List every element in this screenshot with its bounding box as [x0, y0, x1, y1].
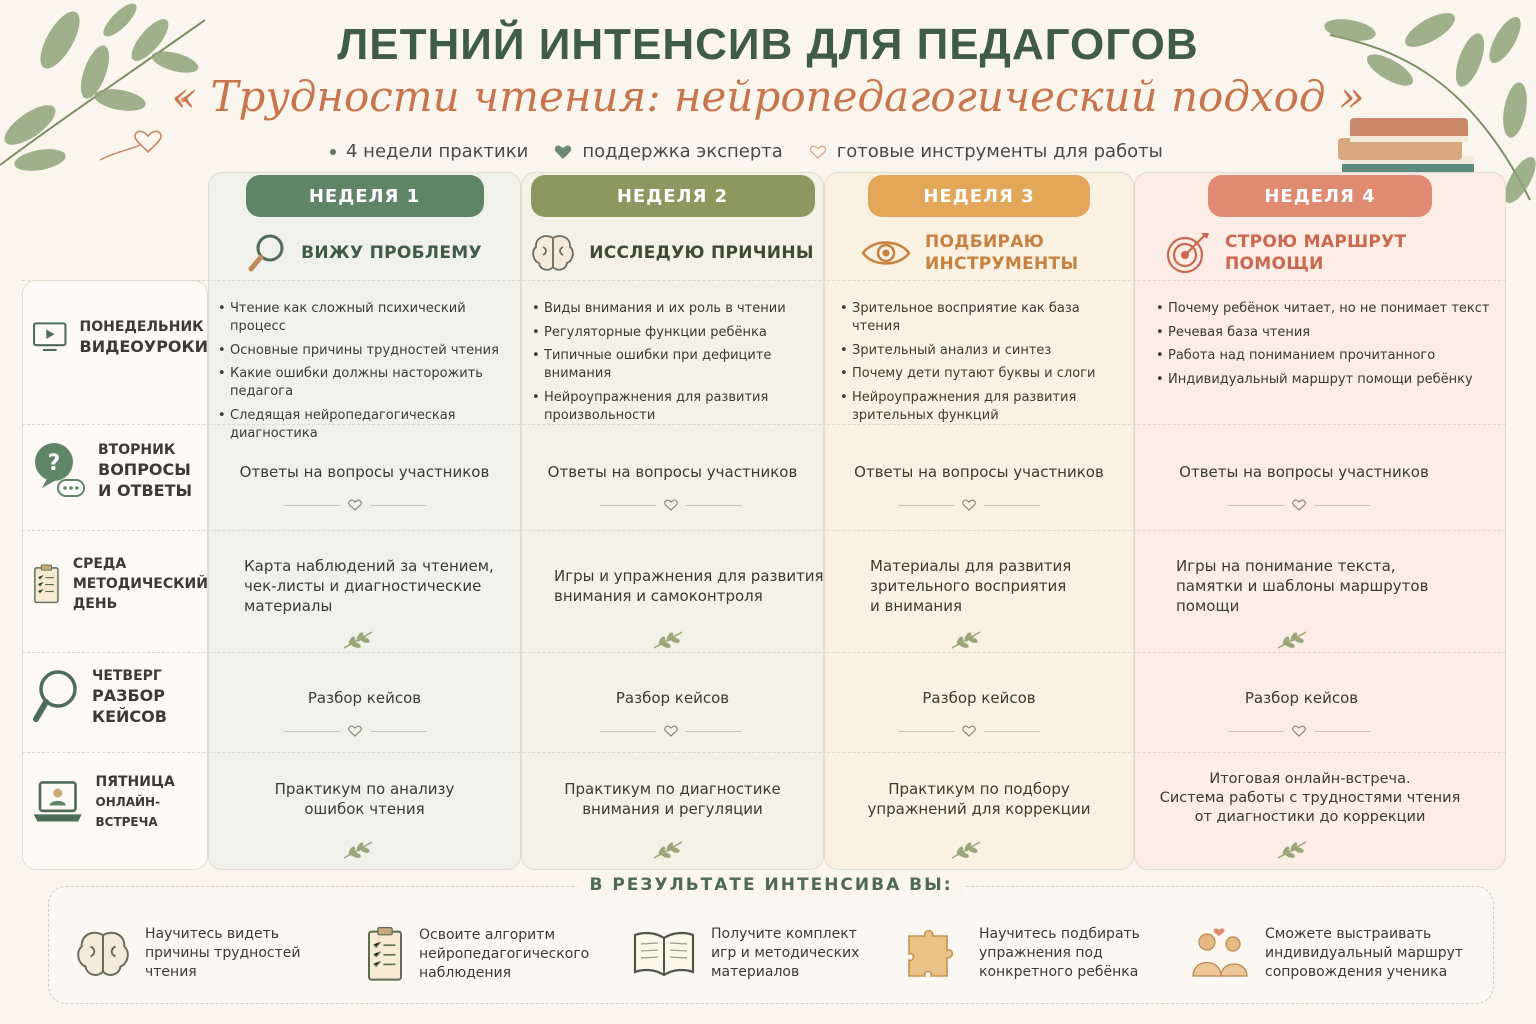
clipboard-icon — [365, 925, 405, 983]
question-chat-icon — [32, 440, 86, 502]
week-3-theme-label — [925, 231, 1078, 275]
list-item: • Типичные ошибки при дефиците внимания — [532, 347, 822, 383]
sprig-icon — [950, 838, 984, 860]
monday-week-2 — [532, 300, 822, 431]
feature-tools: готовые инструменты для работы — [836, 141, 1163, 162]
week-1-label: НЕДЕЛЯ 1 — [246, 175, 484, 217]
week-2-theme — [522, 225, 823, 281]
day-format: КЕЙСОВ — [92, 707, 167, 726]
day-name: ЧЕТВЕРГ — [92, 668, 162, 684]
result-item — [631, 925, 859, 982]
day-friday — [32, 772, 208, 832]
day-name: ПЯТНИЦА — [95, 774, 175, 790]
friday-week-1 — [208, 779, 521, 819]
list-item: • Почему дети путают буквы и слоги — [840, 365, 1130, 383]
sprig-icon — [652, 838, 686, 860]
tuesday-week-2: Ответы на вопросы участников — [547, 463, 798, 481]
wednesday-week-1 — [244, 556, 514, 616]
result-line: наблюдения — [419, 964, 512, 981]
video-play-icon — [32, 314, 68, 360]
day-wednesday-label — [73, 554, 208, 614]
day-format: ОНЛАЙН-ВСТРЕЧА — [95, 795, 161, 829]
row-separator — [22, 652, 1506, 653]
target-icon — [1165, 231, 1211, 275]
cell-line: упражнений для коррекции — [867, 800, 1091, 818]
results-panel — [48, 875, 1494, 1004]
cell-line: от диагностики до коррекции — [1194, 809, 1426, 825]
thursday-week-3: Разбор кейсов — [922, 689, 1036, 707]
list-item: • Почему ребёнок читает, но не понимает текст — [1156, 300, 1501, 318]
monday-week-1 — [218, 300, 518, 449]
day-format: РАЗБОР — [92, 686, 165, 705]
cell-line: Игры и упражнения для развития — [554, 567, 824, 585]
heart-outline-icon — [1292, 499, 1306, 511]
puzzle-icon — [903, 926, 965, 982]
cell-line: внимания и самоконтроля — [554, 587, 763, 605]
day-wednesday — [32, 548, 208, 620]
thursday-week-2: Разбор кейсов — [615, 689, 730, 707]
result-line: материалов — [711, 964, 800, 980]
heart-outline-icon — [1292, 725, 1306, 737]
cell-line: Система работы с трудностями чтения — [1159, 790, 1461, 806]
week-3-theme-line-1: ПОДБИРАЮ — [925, 232, 1044, 252]
list-item: • Нейроупражнения для развития зрительных функций — [840, 389, 1130, 425]
heart-divider — [1228, 498, 1370, 512]
result-text — [1265, 925, 1463, 982]
bullet-dot-icon — [330, 149, 336, 155]
heart-divider — [600, 498, 742, 512]
result-text — [979, 925, 1140, 982]
heart-outline-icon — [664, 725, 678, 737]
thursday-week-4: Разбор кейсов — [1244, 689, 1359, 707]
day-name: СРЕДА — [72, 556, 127, 572]
feature-item — [809, 141, 1163, 162]
day-name: ВТОРНИК — [98, 442, 176, 458]
page-subtitle: « Трудности чтения: нейропедагогический подход » — [171, 72, 1365, 121]
day-thursday — [32, 666, 208, 728]
cell-line: Практикум по подбору — [888, 780, 1070, 798]
list-item: • Зрительный анализ и синтез — [840, 342, 1130, 360]
friday-week-3 — [824, 779, 1134, 819]
heart-divider — [284, 724, 426, 738]
result-item — [75, 925, 300, 982]
sprig-icon — [1276, 628, 1310, 650]
feature-weeks: 4 недели практики — [346, 141, 529, 162]
heart-divider — [898, 498, 1040, 512]
list-item: • Какие ошибки должны насторожить педагога — [218, 365, 518, 401]
list-item: • Зрительное восприятие как база чтения — [840, 300, 1130, 336]
eye-icon — [861, 237, 911, 269]
result-line: Научитесь видеть — [145, 926, 279, 942]
list-item: • Нейроупражнения для развития произвольности — [532, 389, 822, 425]
heart-divider — [600, 724, 742, 738]
week-4-label: НЕДЕЛЯ 4 — [1208, 175, 1432, 217]
list-item: • Речевая база чтения — [1156, 324, 1501, 342]
cell-line: зрительного восприятия — [870, 577, 1067, 595]
cell-line: Материалы для развития — [870, 557, 1072, 575]
day-format: ДЕНЬ — [72, 596, 118, 612]
tuesday-week-3: Ответы на вопросы участников — [854, 463, 1104, 481]
sprig-icon — [342, 838, 376, 860]
result-line: Освоите алгоритм — [419, 926, 556, 943]
week-3-label: НЕДЕЛЯ 3 — [868, 175, 1090, 217]
list-item: • Индивидуальный маршрут помощи ребёнку — [1156, 371, 1501, 389]
day-format: И ОТВЕТЫ — [98, 481, 193, 500]
cell-line: чек-листы и диагностические — [244, 577, 482, 595]
result-text — [711, 925, 859, 982]
row-separator — [22, 280, 1506, 281]
friday-week-2 — [521, 779, 824, 819]
open-book-icon — [631, 928, 697, 980]
row-separator — [22, 530, 1506, 531]
sprig-icon — [652, 628, 686, 650]
clipboard-icon — [32, 548, 61, 620]
tuesday-week-4: Ответы на вопросы участников — [1179, 463, 1429, 481]
cell-line: и внимания — [870, 597, 962, 615]
feature-item — [554, 141, 782, 162]
wednesday-week-2 — [554, 566, 824, 606]
list-item: • Работа над пониманием прочитанного — [1156, 347, 1501, 365]
day-tuesday — [32, 440, 208, 502]
week-4-theme-label — [1225, 231, 1406, 275]
result-item — [1189, 925, 1463, 982]
week-1-theme-label: ВИЖУ ПРОБЛЕМУ — [301, 243, 482, 263]
heart-outline-icon — [809, 144, 827, 160]
heart-icon — [554, 144, 572, 160]
heart-outline-icon — [962, 499, 976, 511]
schedule-table — [22, 172, 1506, 870]
svg-text:?: ? — [47, 451, 61, 476]
day-format: МЕТОДИЧЕСКИЙ — [72, 576, 208, 592]
thursday-week-1: Разбор кейсов — [307, 689, 422, 707]
cell-line: материалы — [244, 597, 333, 615]
result-line: игр и методических — [711, 945, 860, 961]
list-item: • Регуляторные функции ребёнка — [532, 324, 822, 342]
laptop-user-icon — [32, 776, 84, 828]
heart-divider — [1228, 724, 1370, 738]
result-line: упражнения под — [979, 945, 1103, 961]
week-4-theme-line-2: ПОМОЩИ — [1225, 254, 1324, 274]
day-monday-label — [80, 317, 209, 358]
result-item — [903, 925, 1140, 982]
wednesday-week-4 — [1176, 556, 1466, 616]
day-friday-label — [96, 772, 209, 832]
results-title — [49, 875, 1493, 895]
day-thursday-label — [92, 666, 167, 728]
features-row — [330, 141, 1230, 162]
heart-outline-icon — [962, 725, 976, 737]
week-column-2 — [521, 172, 824, 870]
result-line: нейропедагогического — [419, 945, 590, 962]
result-line: конкретного ребёнка — [979, 964, 1139, 980]
week-3-theme — [825, 225, 1133, 281]
tuesday-week-1: Ответы на вопросы участников — [239, 463, 490, 481]
result-line: Сможете выстраивать — [1265, 926, 1432, 942]
list-item: • Виды внимания и их роль в чтении — [532, 300, 822, 318]
week-column-1 — [208, 172, 521, 870]
page-title: ЛЕТНИЙ ИНТЕНСИВ ДЛЯ ПЕДАГОГОВ — [337, 20, 1199, 69]
week-3-theme-line-2: ИНСТРУМЕНТЫ — [925, 254, 1079, 274]
day-format: ВИДЕОУРОКИ — [79, 336, 208, 356]
friday-week-4 — [1134, 770, 1486, 827]
week-2-label: НЕДЕЛЯ 2 — [531, 175, 815, 217]
teacher-student-icon — [1189, 926, 1251, 982]
heart-outline-icon — [664, 499, 678, 511]
monday-week-3 — [840, 300, 1130, 431]
sprig-icon — [342, 628, 376, 650]
heart-divider — [898, 724, 1040, 738]
cell-line: помощи — [1176, 597, 1240, 615]
monday-week-4 — [1156, 300, 1501, 395]
brain-icon — [75, 929, 131, 979]
magnifier-icon — [247, 232, 287, 274]
results-title-text: В РЕЗУЛЬТАТЕ ИНТЕНСИВА ВЫ: — [577, 875, 964, 895]
result-line: чтения — [145, 964, 197, 980]
day-format: ВОПРОСЫ — [98, 460, 191, 479]
week-1-theme — [209, 225, 520, 281]
cell-line: Практикум по диагностике — [564, 780, 781, 798]
list-item: • Чтение как сложный психический процесс — [218, 300, 518, 336]
day-tuesday-label — [98, 440, 192, 502]
week-column-3 — [824, 172, 1134, 870]
cell-line: Практикум по анализу — [274, 780, 455, 798]
list-item: • Следящая нейропедагогическая диагностика — [218, 407, 518, 443]
week-4-theme — [1135, 225, 1505, 281]
wednesday-week-3 — [870, 556, 1120, 616]
heart-outline-icon — [348, 499, 362, 511]
result-line: сопровождения ученика — [1265, 964, 1448, 980]
cell-line: ошибок чтения — [304, 800, 425, 818]
result-item — [365, 925, 589, 983]
result-text — [145, 925, 300, 982]
brain-icon — [531, 233, 575, 273]
heart-outline-icon — [348, 725, 362, 737]
result-line: Научитесь подбирать — [979, 926, 1140, 942]
result-line: индивидуальный маршрут — [1265, 945, 1464, 961]
result-line: причины трудностей — [145, 945, 301, 961]
list-item: • Основные причины трудностей чтения — [218, 342, 518, 360]
cell-line: Итоговая онлайн-встреча. — [1209, 771, 1411, 787]
week-4-theme-line-1: СТРОЮ МАРШРУТ — [1225, 232, 1407, 252]
feature-support: поддержка эксперта — [582, 141, 783, 162]
week-2-theme-label: ИССЛЕДУЮ ПРИЧИНЫ — [589, 243, 814, 263]
result-text — [419, 926, 589, 983]
day-name: ПОНЕДЕЛЬНИК — [79, 318, 204, 335]
row-separator — [22, 752, 1506, 753]
cell-line: Карта наблюдений за чтением, — [244, 557, 494, 575]
magnifier-icon — [32, 667, 80, 727]
day-monday — [32, 314, 208, 360]
result-line: Получите комплект — [711, 926, 857, 942]
sprig-icon — [1276, 838, 1310, 860]
cell-line: памятки и шаблоны маршрутов — [1176, 577, 1429, 595]
cell-line: Игры на понимание текста, — [1176, 557, 1396, 575]
sprig-icon — [950, 628, 984, 650]
heart-divider — [284, 498, 426, 512]
cell-line: внимания и регуляции — [582, 800, 763, 818]
feature-item — [330, 141, 528, 162]
week-column-4 — [1134, 172, 1506, 870]
